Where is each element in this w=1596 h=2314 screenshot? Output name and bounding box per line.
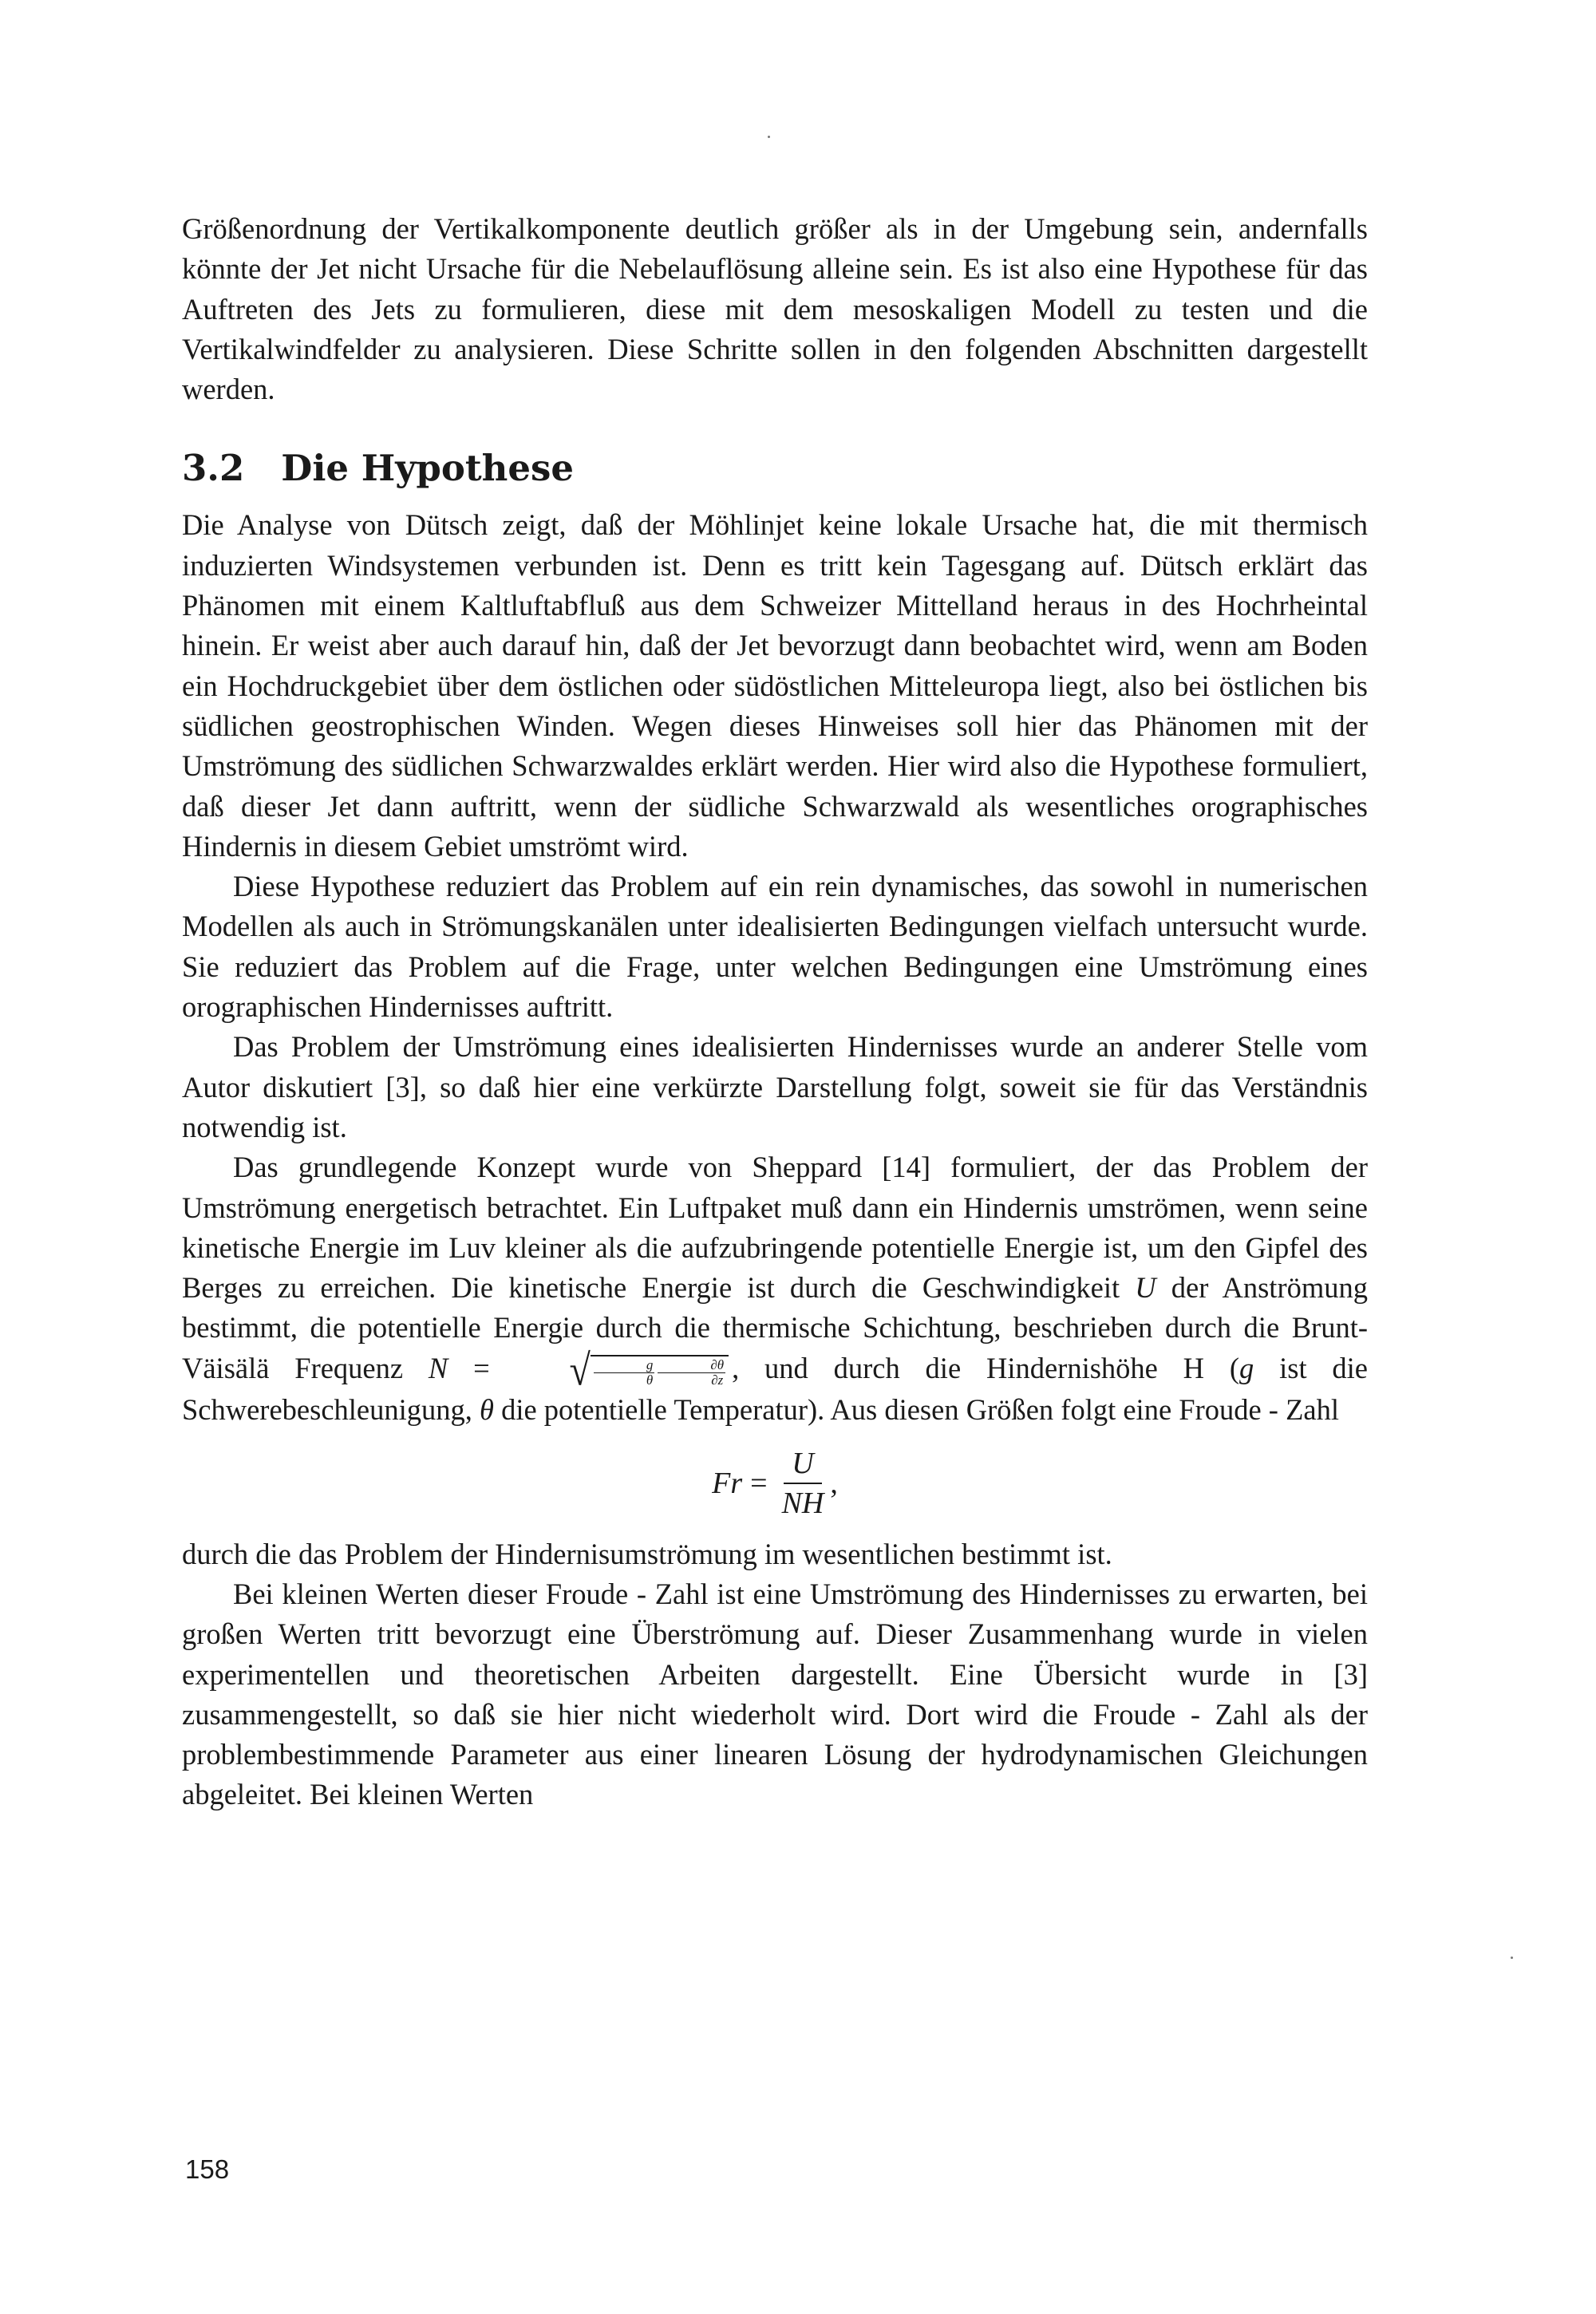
scan-speck (768, 136, 770, 138)
paragraph-5: durch die das Problem der Hindernisumströmung im wesentlichen bestimmt ist. (182, 1537, 1112, 1570)
frac-g: g (594, 1358, 655, 1373)
equation-fraction (782, 1446, 824, 1521)
p4-text-mid3: ist die Schwerebeschleunigung, (182, 1351, 1368, 1427)
paragraph-6: Bei kleinen Werten dieser Froude - Zahl ist eine Umströmung des Hindernisses zu erwarten, bei großen Werten tritt bevorzugt eine Überströmung auf. Dieser Zusammenhang wurde in vielen experimentellen und theoretischen Arbeiten dargestellt. Eine Übersicht wurde in [3] zusammengestellt, so daß sie hier nicht wiederholt wird. Dort wird die Froude - Zahl als der problembestimmende Parameter aus einer linearen Lösung der hydrodynamischen Gleichungen abgeleitet. Bei kleinen Werten (182, 1577, 1368, 1811)
sqrt-body (591, 1355, 729, 1388)
paragraph-4 (182, 1147, 1368, 1430)
scan-speck (1511, 1957, 1513, 1959)
sqrt-fraction-dtheta-dz (658, 1358, 725, 1388)
sqrt-fraction-g-theta (594, 1358, 655, 1388)
section-number: 3.2 (182, 447, 245, 490)
p4-text-mid1: der Anströmung bestimmt, die potentielle Energie durch die thermische Schichtung, beschrieben durch die Brunt-Väisälä Frequenz (182, 1271, 1368, 1384)
froude-equation (182, 1435, 1368, 1531)
paragraph-1: Die Analyse von Dütsch zeigt, daß der Möhlinjet keine lokale Ursache hat, die mit thermisch induzierten Windsystemen verbunden ist. Denn es tritt kein Tagesgang auf. Dütsch erklärt das Phänomen mit einem Kaltluftabfluß aus dem Schweizer Mittelland heraus in des Hochrheintal hinein. Er weist aber auch darauf hin, daß der Jet bevorzugt dann beobachtet wird, wenn am Boden ein Hochdruckgebiet über dem östlichen oder südöstlichen Mitteleuropa liegt, also bei östlichen bis südlichen geostrophischen Winden. Wegen dieses Hinweises soll hier das Phänomen mit der Umströmung des südlichen Schwarzwaldes erklärt werden. Hier wird also die Hypothese formuliert, daß dieser Jet dann auftritt, wenn der südliche Schwarzwald als wesentliches orographisches Hindernis in diesem Gebiet umströmt wird. (182, 508, 1368, 863)
p4-text-start: Das grundlegende Konzept wurde von Sheppard [14] formuliert, der das Problem der Umströmung energetisch betrachtet. Ein Luftpaket muß dann ein Hindernis umströmen, wenn seine kinetische Energie im Luv kleiner als die aufzubringende potentielle Energie ist, um den Gipfel des Berges zu erreichen. Die kinetische Energie ist durch die Geschwindigkeit (182, 1151, 1368, 1305)
p4-text-mid2: , und durch die Hindernishöhe H ( (732, 1351, 1240, 1384)
equation-denominator: NH (781, 1486, 824, 1520)
section-heading (182, 444, 1368, 492)
page-content (182, 209, 1368, 1815)
p4-text-end: die potentielle Temperatur). Aus diesen Größen folgt eine Froude - Zahl (493, 1393, 1339, 1427)
equation-equals: = (750, 1466, 768, 1500)
p4-equals: = (448, 1351, 516, 1384)
frac-dtheta: ∂θ (658, 1358, 725, 1373)
section-title: Die Hypothese (281, 447, 574, 490)
frac-theta: θ (646, 1372, 654, 1388)
equation-lhs: Fr (712, 1466, 743, 1500)
paragraph-3: Das Problem der Umströmung eines idealisierten Hindernisses wurde an anderer Stelle vom Autor diskutiert [3], so daß hier eine verkürzte Darstellung folgt, soweit sie für das Verständnis notwendig ist. (182, 1030, 1368, 1143)
p4-symbol-u: U (1135, 1271, 1156, 1305)
page-number: 158 (185, 2154, 230, 2184)
p4-symbol-n: N (428, 1351, 448, 1384)
paragraph-2: Diese Hypothese reduziert das Problem auf ein rein dynamisches, das sowohl in numerischen Modellen als auch in Strömungskanälen unter idealisierten Bedingungen vielfach untersucht wurde. Sie reduziert das Problem auf die Frage, unter welchen Bedingungen eine Umströmung eines orographischen Hindernisses auftritt. (182, 870, 1368, 1024)
brunt-vaisala-sqrt (519, 1346, 729, 1396)
p4-symbol-theta: θ (480, 1393, 494, 1427)
sqrt-sign: √ (569, 1346, 591, 1396)
equation-numerator: U (784, 1446, 821, 1484)
paragraph-intro: Größenordnung der Vertikalkomponente deutlich größer als in der Umgebung sein, andernfalls könnte der Jet nicht Ursache für die Nebelauflösung alleine sein. Es ist also eine Hypothese für das Auftreten des Jets zu formulieren, diese mit dem mesoskaligen Modell zu testen und die Vertikalwindfelder zu analysieren. Diese Schritte sollen in den folgenden Abschnitten dargestellt werden. (182, 212, 1368, 406)
equation-comma: , (830, 1466, 838, 1500)
frac-dz: ∂z (711, 1372, 724, 1388)
p4-symbol-g: g (1239, 1351, 1254, 1384)
